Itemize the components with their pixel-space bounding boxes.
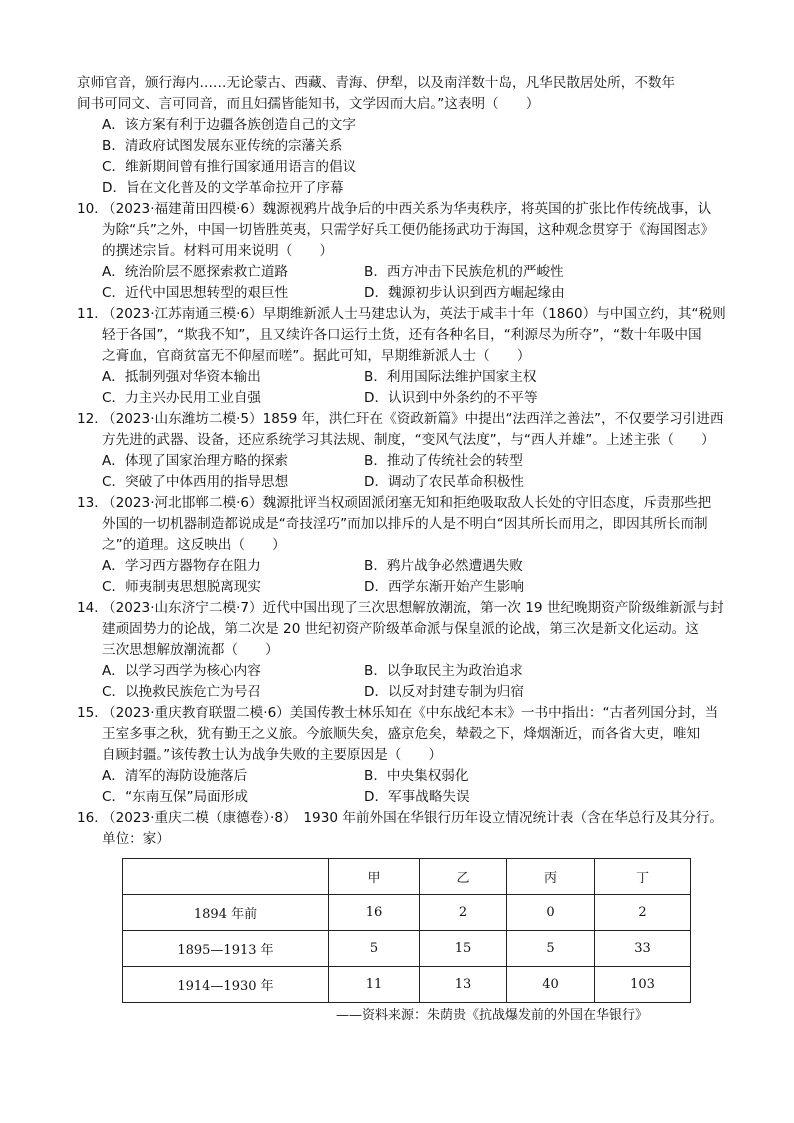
option: D．认识到中外条约的不平等	[364, 390, 538, 406]
question-stem-line: 外国的一切机器制造都说成是“奇技淫巧”而加以排斥的人是不明白“因其所长而用之，即因其所长而制	[102, 516, 708, 532]
option: D．魏源初步认识到西方崛起缘由	[364, 285, 565, 301]
question-stem-first-line	[77, 304, 737, 325]
option-row	[77, 283, 737, 304]
intro-line: 间书可同文、言可同音，而且妇孺皆能知书，文学因而大启。”这表明（ ）	[77, 96, 540, 112]
table-cell: 5	[507, 931, 595, 967]
question-stem-first-line	[77, 409, 737, 430]
option-row	[77, 766, 737, 787]
table-cell	[123, 859, 329, 895]
question-number: 10．	[77, 201, 108, 217]
question-stem-text: （2023·山东潍坊二模·5）1859 年，洪仁玕在《资政新篇》中提出“法西洋之善法”，不仅要学习引进西	[102, 411, 724, 427]
table-cell: 乙	[420, 859, 507, 895]
question-stem-line: 轻于各国”，“欺我不知”，且又续许各口运行土货，还有各种名目，“利源尽为所夺”，“数十年吸中国	[102, 327, 702, 343]
option: D．以反对封建专制为归宿	[364, 684, 524, 700]
option-row	[77, 556, 737, 577]
question-number: 14．	[77, 600, 108, 616]
question-11	[77, 304, 737, 409]
option: A．清军的海防设施落后	[102, 768, 248, 784]
question-15	[77, 703, 737, 808]
option: A．体现了国家治理方略的探索	[102, 453, 289, 469]
table-row	[123, 931, 691, 967]
table-row	[123, 895, 691, 931]
option: A．学习西方器物存在阻力	[102, 558, 261, 574]
table-cell: 2	[420, 895, 507, 931]
question-number: 13．	[77, 495, 108, 511]
question-stem-line: 的撰述宗旨。材料可用来说明（ ）	[102, 243, 334, 259]
table-cell: 103	[595, 967, 691, 1003]
option-row	[77, 682, 737, 703]
question-stem-line: 之”的道理。这反映出（ ）	[102, 537, 286, 553]
question-stem-first-line	[77, 199, 737, 220]
question-stem-text: （2023·河北邯郸二模·6）魏源批评当权顽固派闭塞无知和拒绝吸取敌人长处的守旧态度，斥责那些把	[102, 495, 712, 511]
option: B．中央集权弱化	[364, 768, 469, 784]
question-stem-line: 王室多事之秋，犹有勤王之义旅。今旅顺失矣，盛京危矣，辇毂之下，烽烟渐近，而各省大吏，唯知	[102, 726, 701, 742]
option: C．师夷制夷思想脱离现实	[102, 579, 262, 595]
table-cell: 1914—1930 年	[123, 967, 329, 1003]
table-cell: 5	[329, 931, 420, 967]
question-stem-first-line	[77, 493, 737, 514]
question-stem-text: （2023·重庆教育联盟二模·6）美国传教士林乐知在《中东战纪本末》一书中指出：“古者列国分封，当	[102, 705, 719, 721]
table-row	[123, 967, 691, 1003]
option: C．突破了中体西用的指导思想	[102, 474, 289, 490]
question-12	[77, 409, 737, 493]
question-stem-text: （2023·江苏南通三模·6）早期维新派人士马建忠认为，英法于咸丰十年（1860）与中国立约，其“税则	[102, 306, 726, 322]
option-row	[77, 388, 737, 409]
question-stem-line: 单位：家）	[102, 831, 170, 847]
table-cell: 11	[329, 967, 420, 1003]
option-row	[77, 367, 737, 388]
question-number: 11．	[77, 306, 108, 322]
option: B．鸦片战争必然遭遇失败	[364, 558, 523, 574]
option: C．“东南互保”局面形成	[102, 789, 248, 805]
option-row	[77, 787, 737, 808]
option: A．该方案有利于边疆各族创造自己的文字	[102, 117, 356, 133]
question-stem-text: （2023·福建莆田四模·6）魏源视鸦片战争后的中西关系为华夷秩序，将英国的扩张比作传统战事，认	[102, 201, 712, 217]
table-cell: 33	[595, 931, 691, 967]
option-row	[77, 661, 737, 682]
option: A．抵制列强对华资本输出	[102, 369, 261, 385]
question-stem-first-line	[77, 808, 737, 829]
question-stem-line: 之膏血，官商贫富无不仰屋而嗟”。据此可知，早期维新派人士（ ）	[102, 348, 531, 364]
option-row	[77, 472, 737, 493]
option: B．利用国际法维护国家主权	[364, 369, 537, 385]
option: D．军事战略失误	[364, 789, 470, 805]
table-header-row	[123, 859, 691, 895]
bank-statistics-table-wrap	[122, 858, 691, 1003]
table-cell: 0	[507, 895, 595, 931]
table-cell: 丙	[507, 859, 595, 895]
question-10	[77, 199, 737, 304]
question-content	[77, 73, 737, 850]
option: B．清政府试图发展东亚传统的宗藩关系	[102, 138, 343, 154]
table-cell: 16	[329, 895, 420, 931]
option-row	[77, 451, 737, 472]
table-cell: 13	[420, 967, 507, 1003]
question-9-continuation	[77, 73, 737, 199]
option: C．近代中国思想转型的艰巨性	[102, 285, 289, 301]
option: A．统治阶层不愿探索救亡道路	[102, 264, 289, 280]
table-cell: 2	[595, 895, 691, 931]
question-number: 15．	[77, 705, 108, 721]
option: D．调动了农民革命积极性	[364, 474, 524, 490]
question-stem-line: 建顽固势力的论战，第二次是 20 世纪初资产阶级革命派与保皇派的论战，第三次是新文化运动。这	[102, 621, 699, 637]
question-stem-first-line	[77, 598, 737, 619]
intro-line: 京师官音，颁行海内……无论蒙古、西藏、青海、伊犁，以及南洋数十岛，凡华民散居处所，不数年	[77, 75, 676, 91]
option-row	[77, 262, 737, 283]
option: C．以挽救民族危亡为号召	[102, 684, 262, 700]
question-number: 12．	[77, 411, 108, 427]
option-row	[77, 577, 737, 598]
option: A．以学习西学为核心内容	[102, 663, 261, 679]
option: B．以争取民主为政治追求	[364, 663, 523, 679]
question-stem-line: 方先进的武器、设备，还应系统学习其法规、制度，“变风气法度”，与“西人并雄”。上述主张（ ）	[102, 432, 715, 448]
option: C．维新期间曾有推行国家通用语言的倡议	[102, 159, 357, 175]
bank-statistics-table	[122, 858, 691, 1003]
question-14	[77, 598, 737, 703]
question-13	[77, 493, 737, 598]
question-stem-first-line	[77, 703, 737, 724]
question-stem-line: 为除“兵”之外，中国一切皆胜英夷，只需学好兵工便仍能扬武功于海国，这种观念贯穿于《海国图志》	[102, 222, 715, 238]
option: B．推动了传统社会的转型	[364, 453, 523, 469]
table-cell: 丁	[595, 859, 691, 895]
question-number: 16．	[77, 810, 108, 826]
option: D．西学东渐开始产生影响	[364, 579, 524, 595]
table-cell: 40	[507, 967, 595, 1003]
table-cell: 1895—1913 年	[123, 931, 329, 967]
question-stem-line: 三次思想解放潮流都（ ）	[102, 642, 279, 658]
question-stem-text: （2023·山东济宁二模·7）近代中国出现了三次思想解放潮流，第一次 19 世纪晚期资产阶级维新派与封	[102, 600, 724, 616]
question-stem-text: （2023·重庆二模（康德卷）·8） 1930 年前外国在华银行历年设立情况统计表（含在华总行及其分行。	[102, 810, 723, 826]
question-16	[77, 808, 737, 850]
question-stem-line: 自顾封疆。”该传教士认为战争失败的主要原因是（ ）	[102, 747, 443, 763]
table-cell: 15	[420, 931, 507, 967]
option: C．力主兴办民用工业自强	[102, 390, 262, 406]
option: B．西方冲击下民族危机的严峻性	[364, 264, 564, 280]
option: D．旨在文化普及的文学革命拉开了序幕	[102, 180, 344, 196]
table-cell: 甲	[329, 859, 420, 895]
table-cell: 1894 年前	[123, 895, 329, 931]
table-source: ——资料来源：朱荫贵《抗战爆发前的外国在华银行》	[336, 1008, 649, 1023]
